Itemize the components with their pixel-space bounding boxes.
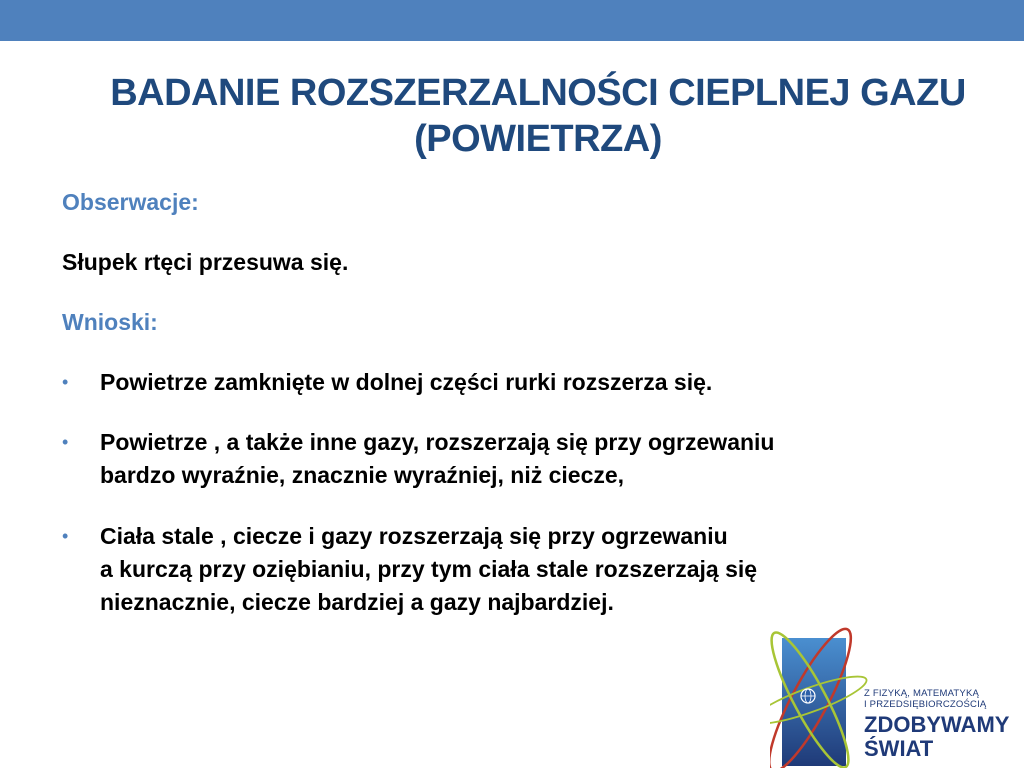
bullet-line: Powietrze , a także inne gazy, rozszerzają się przy ogrzewaniu [100,429,775,455]
logo-tagline-line-2: I PRZEDSIĘBIORCZOŚCIĄ [864,699,987,710]
bullet-text [100,426,970,492]
bullet-icon: • [62,432,69,452]
bullet-icon: • [62,372,69,392]
slide-title-line-1: BADANIE ROZSZERZALNOŚCI CIEPLNEJ GAZU [110,72,966,114]
bullet-line: a kurczą przy oziębianiu, przy tym ciała stale rozszerzają się [100,556,758,582]
logo-name-line-2: ŚWIAT [864,736,934,761]
observation-text: Słupek rtęci przesuwa się. [62,249,349,275]
bullet-text [100,520,970,619]
observations-heading: Obserwacje: [62,189,199,215]
bullet-line: nieznacznie, ciecze bardziej a gazy najbardziej. [100,589,614,615]
logo-name-line-1: ZDOBYWAMY [864,712,1010,737]
slide-title-line-2: (POWIETRZA) [414,118,662,160]
slide-title [60,70,1016,162]
logo-tagline-line-1: Z FIZYKĄ, MATEMATYKĄ [864,688,980,699]
bullet-line: bardzo wyraźnie, znacznie wyraźniej, niż ciecze, [100,462,625,488]
bullet-text [100,366,970,399]
bullet-line: Ciała stale , ciecze i gazy rozszerzają się przy ogrzewaniu [100,523,728,549]
conclusions-heading: Wnioski: [62,309,158,335]
bullet-line: Powietrze zamknięte w dolnej części rurki rozszerza się. [100,369,713,395]
bullet-icon: • [62,526,69,546]
top-accent-bar [0,0,1024,41]
